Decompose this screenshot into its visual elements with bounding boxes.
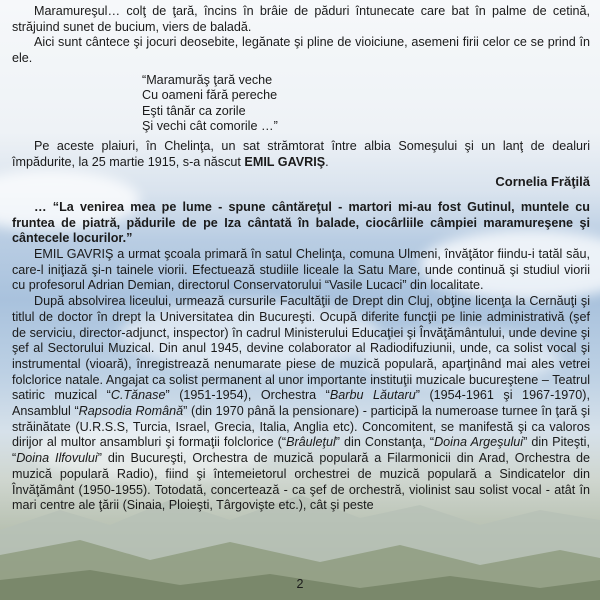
poem-line: “Maramurăş ţară veche (142, 72, 273, 87)
paragraph-education: EMIL GAVRIŞ a urmat şcoala primară în satul Chelinţa, comuna Ulmeni, învăţător fiindu-i tatăl său, care-l iniţiază şi-n tainele viorii. Efectuează studiile liceale la Satu Mare, unde continuă şi studiul viorii cu profesorul Adrian Demian, directorul Conservatorului “Vasile Lucaci” din localitate. (12, 247, 590, 293)
poem-line: Cu oameni fără pereche (142, 88, 278, 103)
artist-name: EMIL GAVRIŞ (244, 154, 326, 169)
document-text (12, 4, 590, 514)
poem-line: Eşti tânăr ca zorile (142, 103, 246, 118)
paragraph-songs: Aici sunt cântece şi jocuri deosebite, legănate şi pline de vioiciune, asemeni firii celor ce se prind în ele. (12, 35, 590, 66)
author-signature: Cornelia Frăţilă (495, 174, 590, 190)
poem (142, 73, 590, 135)
paragraph-birth: Pe aceste plaiuri, în Chelinţa, un sat strămtorat între albia Someşului şi un lanţ de dealuri împădurite, la 25 martie 1915, s-a născut EMIL GAVRIŞ. (12, 138, 590, 169)
page-number: 2 (296, 577, 304, 591)
quote-paragraph: … “La venirea mea pe lume - spune cântăreţul - martori mi-au fost Gutinul, muntele cu fruntea de piatră, pădurile de pe Iza cântată în balade, ciocârliile câmpiei maramureşene şi cântecele locurilor.” (12, 199, 590, 246)
paragraph-intro: Maramureşul… colţ de ţară, încins în brâie de păduri întunecate care bat în palme de cetină, străjuind sunet de bucium, viers de baladă. (12, 4, 590, 34)
paragraph-career: După absolvirea liceului, urmează cursurile Facultăţii de Drept din Cluj, obţine licenţa la Cernăuţi şi titlul de doctor în drept la Universitatea din Bucureşti. Ocupă diferite funcţii pe linie administrativă (şef de serviciu, director-adjunct, inspector) în cadrul Ministerului Educaţiei şi Învăţământului, unde devine şi şef al Sectorului Muzical. Din anul 1945, devine colaborator al Radiodifuziunii, unde, ca solist vocal şi instrumental (vioară), înregistrează nenumarate piese de muzică populară, aparţinând mai ales vetrei folclorice natale. Angajat ca solist permanent al unor importante instituţii muzicale bucureştene – Teatrul satiric muzical “C.Tănase” (1951-1954), Orchestra “Barbu Lăutaru” (1954-1961 şi 1967-1970), Ansamblul “Rapsodia Română” (din 1970 până la pensionare) - participă la numeroase turnee în ţară şi străinătate (U.R.S.S, Turcia, Israel, Grecia, Italia, Anglia etc). Concomitent, se manifestă şi ca valoros dirijor al multor ansambluri şi formaţii folclorice (“Brâuleţul” din Constanţa, “Doina Argeşului” din Piteşti, “Doina Ilfovului” din Bucureşti, Orchestra de muzică populară a Filarmonicii din Arad, Orchestra de muzică populară Radio), fiind şi întemeietorul orchestrei de muzică populară a Sindicatelor din Învăţământ (1950-1955). Totodată, concertează - ca şef de orchestră, violinist sau solist vocal - atât în mari centre ale ţării (Sinaia, Ploieşti, Târgovişte etc.), cât şi peste (12, 294, 590, 513)
poem-line: Şi vechi cât comorile …” (142, 119, 278, 134)
